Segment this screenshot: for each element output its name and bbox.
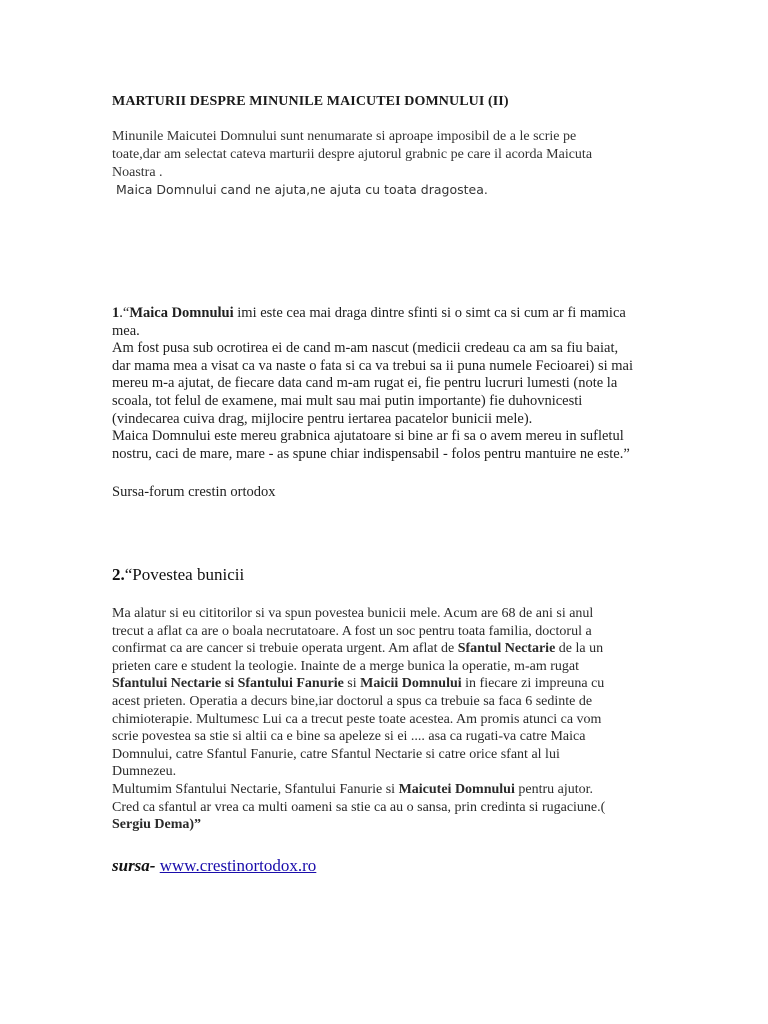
testimony-2-line: Dumnezeu.	[112, 764, 177, 780]
testimony-2-line	[112, 640, 652, 658]
intro-line: Minunile Maicutei Domnului sunt nenumarate si aproape imposibil de a le scrie pe	[112, 129, 577, 144]
testimony-2-number: 2.	[112, 565, 125, 584]
intro-paragraph	[112, 128, 652, 182]
final-source	[112, 856, 316, 876]
document-title: MARTURII DESPRE MINUNILE MAICUTEI DOMNULUI (II)	[112, 94, 509, 109]
maicii-domnului-bold: Maicii Domnului	[360, 676, 462, 692]
author-name: Sergiu Dema)”	[112, 817, 202, 833]
testimony-2-line	[112, 781, 652, 799]
maicutei-domnului-bold: Maicutei Domnului	[398, 781, 515, 797]
testimony-2-heading	[112, 565, 244, 585]
intro-sentence: Maica Domnului cand ne ajuta,ne ajuta cu toata dragostea.	[116, 182, 488, 197]
testimony-2-line: Domnului, catre Sfantul Fanurie, catre Sfantul Nectarie si catre orice sfant al lui	[112, 746, 560, 762]
testimony-2	[112, 605, 652, 834]
source-link[interactable]: www.crestinortodox.ro	[159, 856, 317, 875]
testimony-1-lead-line	[112, 305, 652, 323]
testimony-1-line: Am fost pusa sub ocrotirea ei de cand m-am nascut (medicii credeau ca am sa fiu baiat,	[112, 340, 619, 357]
testimony-2-text: de la un	[555, 641, 604, 657]
intro-line: toate,dar am selectat cateva marturii despre ajutorul grabnic pe care il acorda Maicuta	[112, 147, 593, 162]
testimony-1-line: scoala, tot felul de examene, mai mult sau mai putin importante) fie duhovnicesti	[112, 392, 583, 409]
testimony-2-text: in fiecare zi impreuna cu	[461, 676, 605, 692]
testimony-2-line: prieten care e student la teologie. Inainte de a merge bunica la operatie, m-am rugat	[112, 658, 579, 674]
testimony-1	[112, 305, 652, 463]
testimony-1-number: 1	[112, 305, 120, 321]
testimony-1-line: (vindecarea cuiva drag, mijlocire pentru iertarea pacatelor bunicii mele).	[112, 410, 533, 427]
testimony-2-text: Multumim Sfantului Nectarie, Sfantului Fanurie si	[112, 781, 399, 797]
testimony-2-text: pentru ajutor.	[514, 781, 594, 797]
testimony-2-line: trecut a aflat ca are o boala necrutatoare. A fost un soc pentru toata familia, doctorul a	[112, 623, 592, 639]
open-quote: .“	[119, 305, 130, 321]
testimony-2-line	[112, 675, 652, 693]
testimony-1-line: mereu m-a ajutat, de fiecare data cand m-am rugat ei, fie pentru lucruri lumesti (note la	[112, 375, 618, 392]
testimony-1-line: dar mama mea a visat ca va naste o fata si ca va trebui sa ii puna numele Fecioarei) si mai	[112, 357, 633, 374]
saints-bold: Sfantului Nectarie si Sfantului Fanurie	[112, 676, 344, 692]
testimony-2-line: Cred ca sfantul ar vrea ca multi oameni sa stie ca au o sansa, prin credinta si rugaciune.(	[112, 799, 606, 815]
testimony-2-text: si	[343, 676, 361, 692]
testimony-2-line: Ma alatur si eu cititorilor si va spun povestea bunicii mele. Acum are 68 de ani si anul	[112, 606, 594, 621]
testimony-1-line: nostru, caci de mare, mare - as spune chiar indispensabil - folos pentru mantuire ne este.”	[112, 445, 630, 462]
testimony-2-line: scrie povestea sa stie si altii ca e bine sa apeleze si ei .... asa ca rugati-va catre Maica	[112, 729, 586, 745]
testimony-1-source: Sursa-forum crestin ortodox	[112, 484, 276, 500]
testimony-2-line	[112, 816, 652, 834]
testimony-1-bold-lead: Maica Domnului	[129, 305, 234, 321]
testimony-2-line: chimioterapie. Multumesc Lui ca a trecut peste toate acestea. Am promis atunci ca vom	[112, 711, 602, 727]
intro-line: Noastra .	[112, 165, 163, 180]
testimony-1-line: Maica Domnului este mereu grabnica ajutatoare si bine ar fi sa o avem mereu in sufletul	[112, 428, 624, 445]
saint-nectarie-bold: Sfantul Nectarie	[457, 641, 556, 657]
testimony-2-title: “Povestea bunicii	[124, 565, 245, 584]
testimony-1-line: mea.	[112, 322, 140, 339]
testimony-2-text: confirmat ca are cancer si trebuie operata urgent. Am aflat de	[112, 641, 458, 657]
source-label: sursa-	[112, 856, 156, 875]
testimony-1-lead-rest: imi este cea mai draga dintre sfinti si o simt ca si cum ar fi mamica	[233, 305, 626, 321]
testimony-2-line: acest prieten. Operatia a decurs bine,iar doctorul a spus ca trebuie sa faca 6 sedinte de	[112, 693, 593, 709]
